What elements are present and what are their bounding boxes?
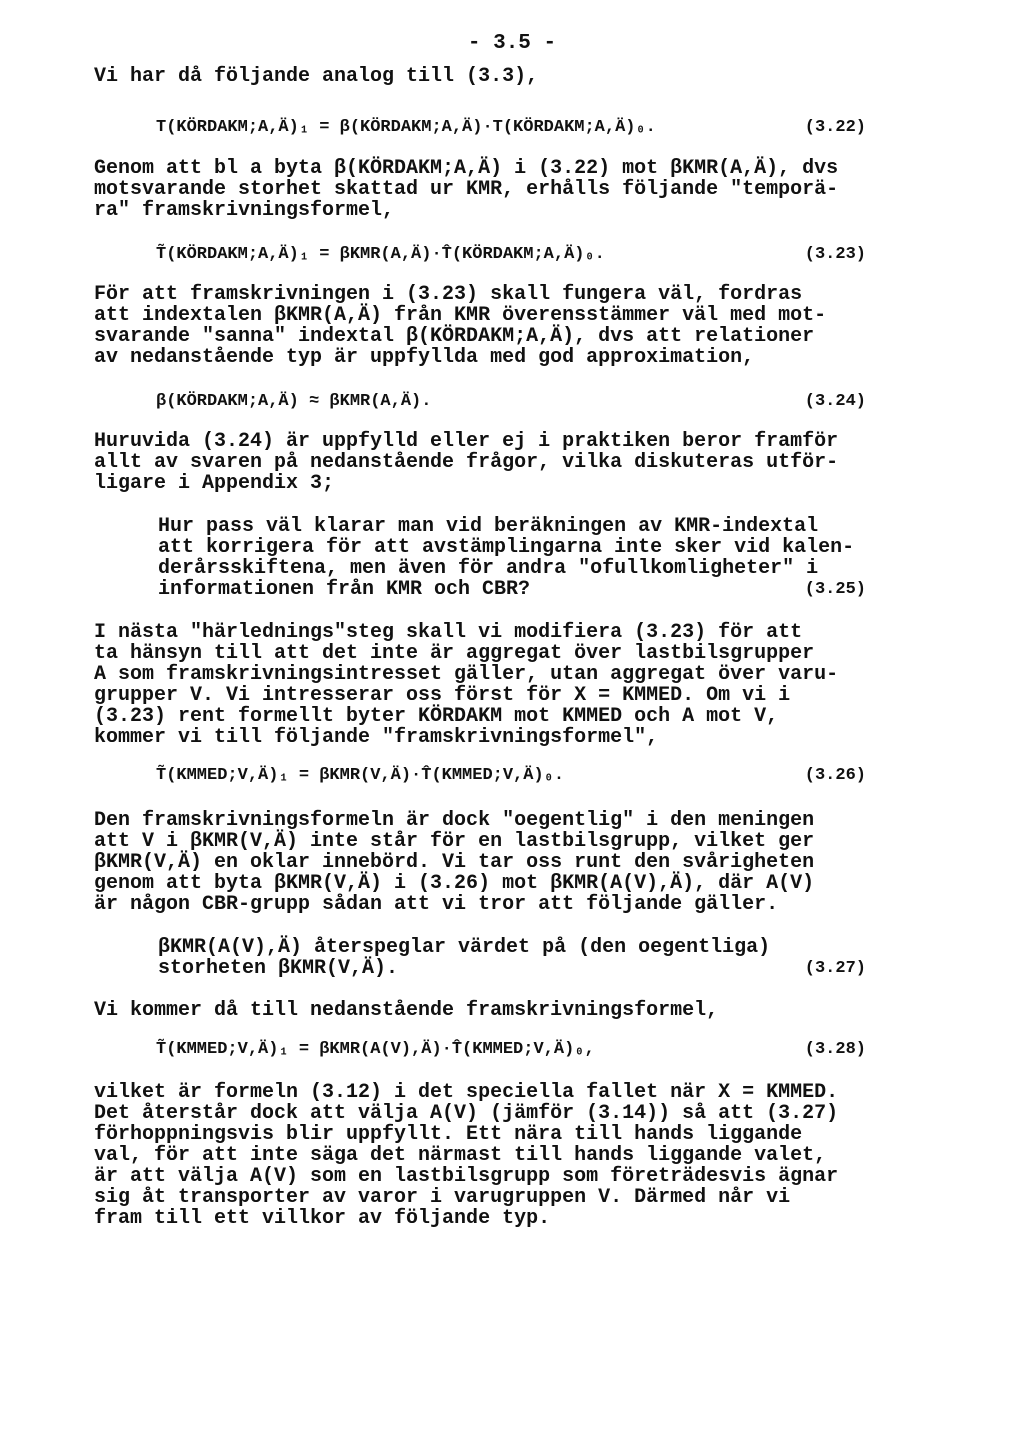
text-line: vilket är formeln (3.12) i det speciella fallet när X = KMMED. bbox=[94, 1081, 839, 1104]
text-line: ligare i Appendix 3; bbox=[94, 472, 335, 495]
text-line: βKMR(A(V),Ä) återspeglar värdet på (den oegentliga) bbox=[158, 936, 771, 959]
equation-expression: T̃(KMMED;V,Ä)₁ = βKMR(A(V),Ä)·T̂(KMMED;V,Ä)₀, bbox=[156, 1040, 595, 1059]
text-line: Det återstår dock att välja A(V) (jämför (3.14)) så att (3.27) bbox=[94, 1102, 839, 1125]
equation-number: (3.23) bbox=[804, 245, 866, 264]
text-line: grupper V. Vi intresserar oss först för X = KMMED. Om vi i bbox=[94, 684, 791, 707]
text-line: fram till ett villkor av följande typ. bbox=[94, 1207, 551, 1230]
equation-number: (3.24) bbox=[804, 392, 866, 411]
text-line: sig åt transporter av varor i varugruppen V. Därmed når vi bbox=[94, 1186, 791, 1209]
page-number: - 3.5 - bbox=[467, 32, 557, 55]
text-line: Vi har då följande analog till (3.3), bbox=[94, 65, 539, 88]
text-line: av nedanstående typ är uppfyllda med god approximation, bbox=[94, 346, 755, 369]
text-line: A som framskrivningsintresset gäller, utan aggregat över varu- bbox=[94, 663, 839, 686]
text-line: förhoppningsvis blir uppfyllt. Ett nära till hands liggande bbox=[94, 1123, 803, 1146]
text-line-numbered bbox=[158, 579, 878, 600]
paragraph-intro bbox=[94, 66, 894, 87]
text-line: Den framskrivningsformeln är dock "oegentlig" i den meningen bbox=[94, 809, 815, 832]
equation-expression: T̃(KÖRDAKM;A,Ä)₁ = βKMR(A,Ä)·T̂(KÖRDAKM;A,Ä)₀. bbox=[156, 245, 605, 264]
equation-number: (3.27) bbox=[804, 959, 866, 978]
text-line: svarande "sanna" indextal β(KÖRDAKM;A,Ä), dvs att relationer bbox=[94, 325, 815, 348]
paragraph-oegentlig bbox=[94, 810, 894, 915]
text-line: att V i βKMR(V,Ä) inte står för en lastbilsgrupp, vilket ger bbox=[94, 830, 815, 853]
text-line: βKMR(V,Ä) en oklar innebörd. Vi tar oss runt den svårigheten bbox=[94, 851, 815, 874]
text-line: Hur pass väl klarar man vid beräkningen av KMR-indextal bbox=[158, 515, 819, 538]
text-line: att indextalen βKMR(A,Ä) från KMR överensstämmer väl med mot- bbox=[94, 304, 827, 327]
equation-expression: T(KÖRDAKM;A,Ä)₁ = β(KÖRDAKM;A,Ä)·T(KÖRDAKM;A,Ä)₀. bbox=[156, 118, 656, 137]
text-line: För att framskrivningen i (3.23) skall fungera väl, fordras bbox=[94, 283, 803, 306]
text-line: genom att byta βKMR(V,Ä) i (3.26) mot βKMR(A(V),Ä), där A(V) bbox=[94, 872, 815, 895]
paragraph-huruvida bbox=[94, 431, 894, 494]
equation-number: (3.26) bbox=[804, 766, 866, 785]
text-line: att korrigera för att avstämplingarna inte sker vid kalen- bbox=[158, 536, 855, 559]
text-line: (3.23) rent formellt byter KÖRDAKM mot KMMED och A mot V, bbox=[94, 705, 779, 728]
text-line: är att välja A(V) som en lastbilsgrupp som företrädesvis ägnar bbox=[94, 1165, 839, 1188]
statement-3-27 bbox=[158, 937, 878, 979]
equation-3-23 bbox=[156, 245, 866, 269]
equation-3-24 bbox=[156, 392, 866, 416]
equation-number: (3.22) bbox=[804, 118, 866, 137]
text-line: Huruvida (3.24) är uppfylld eller ej i praktiken beror framför bbox=[94, 430, 839, 453]
paragraph-vilket bbox=[94, 1082, 894, 1229]
equation-number: (3.28) bbox=[804, 1040, 866, 1059]
equation-expression: T̃(KMMED;V,Ä)₁ = βKMR(V,Ä)·T̂(KMMED;V,Ä)₀. bbox=[156, 766, 565, 785]
paragraph-vi-kommer bbox=[94, 1000, 894, 1021]
text-line: allt av svaren på nedanstående frågor, vilka diskuteras utför- bbox=[94, 451, 839, 474]
paragraph-harlednings bbox=[94, 622, 894, 748]
paragraph-framskrivningen bbox=[94, 284, 894, 368]
text-line: kommer vi till följande "framskrivningsformel", bbox=[94, 726, 659, 749]
text-line: ta hänsyn till att det inte är aggregat över lastbilsgrupper bbox=[94, 642, 815, 665]
equation-3-26 bbox=[156, 766, 866, 790]
equation-3-28 bbox=[156, 1040, 866, 1064]
text-line: motsvarande storhet skattad ur KMR, erhålls följande "temporä- bbox=[94, 178, 839, 201]
text-line: är någon CBR-grupp sådan att vi tror att följande gäller. bbox=[94, 893, 779, 916]
text-line: Genom att bl a byta β(KÖRDAKM;A,Ä) i (3.22) mot βKMR(A,Ä), dvs bbox=[94, 157, 839, 180]
text-line: storheten βKMR(V,Ä). bbox=[158, 957, 399, 980]
paragraph-genom bbox=[94, 158, 894, 221]
equation-expression: β(KÖRDAKM;A,Ä) ≈ βKMR(A,Ä). bbox=[156, 392, 432, 411]
text-line: informationen från KMR och CBR? bbox=[158, 578, 531, 601]
text-line-numbered bbox=[158, 958, 878, 979]
text-line: val, för att inte säga det närmast till hands liggande valet, bbox=[94, 1144, 827, 1167]
text-line: Vi kommer då till nedanstående framskrivningsformel, bbox=[94, 999, 719, 1022]
question-3-25 bbox=[158, 516, 878, 600]
text-line: I nästa "härlednings"steg skall vi modifiera (3.23) för att bbox=[94, 621, 803, 644]
text-line: derårsskiftena, men även för andra "ofullkomligheter" i bbox=[158, 557, 819, 580]
text-line: ra" framskrivningsformel, bbox=[94, 199, 395, 222]
equation-number: (3.25) bbox=[804, 580, 866, 599]
equation-3-22 bbox=[156, 118, 866, 142]
